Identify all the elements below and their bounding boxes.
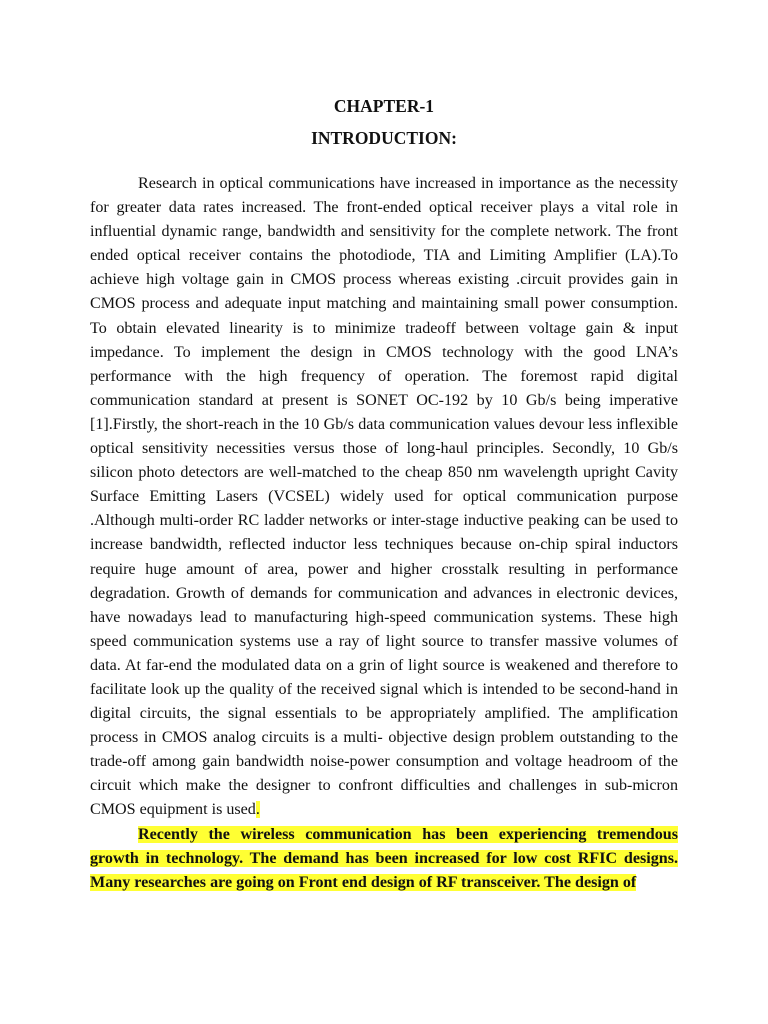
paragraph-1-text: Research in optical communications have increased in importance as the necessity for greater data rates increased. The front-ended optical receiver plays a vital role in influential dynamic range, bandwidth and sensitivity for the complete network. The front ended optical receiver contains the photodiode, TIA and Limiting Amplifier (LA).To achieve high voltage gain in CMOS process whereas existing .circuit provides gain in CMOS process and adequate input matching and maintaining small power consumption. To obtain elevated linearity is to minimize tradeoff between voltage gain & input impedance. To implement the design in CMOS technology with the good LNA’s performance with the high frequency of operation. The foremost rapid digital communication standard at present is SONET OC-192 by 10 Gb/s being imperative [1].Firstly, the short-reach in the 10 Gb/s data communication values devour less inflexible optical sensitivity necessities versus those of long-haul principles. Secondly, 10 Gb/s silicon photo detectors are well-matched to the cheap 850 nm wavelength upright Cavity Surface Emitting Lasers (VCSEL) widely used for optical communication purpose .Although multi-order RC ladder networks or inter-stage inductive peaking can be used to increase bandwidth, reflected inductor less techniques because on-chip spiral inductors require huge amount of area, power and higher crosstalk resulting in performance degradation. Growth of demands for communication and advances in electronic devices, have nowadays lead to manufacturing high-speed communication systems. These high speed communication systems use a ray of light source to transfer massive volumes of data. At far-end the modulated data on a grin of light source is weakened and therefore to facilitate look up the quality of the received signal which is intended to be second-hand in digital circuits, the signal essentials to be appropriately amplified. The amplification process in CMOS analog circuits is a multi- objective design problem outstanding to the trade-off among gain bandwidth noise-power consumption and voltage headroom of the circuit which make the designer to confront difficulties and challenges in sub-micron CMOS equipment is used	[90, 175, 678, 819]
section-title: INTRODUCTION:	[311, 128, 457, 148]
document-page	[90, 90, 678, 895]
highlighted-period: .	[255, 801, 260, 819]
body-paragraph-1	[90, 172, 678, 823]
chapter-heading: CHAPTER-1	[333, 96, 435, 116]
highlighted-paragraph-2-text: Recently the wireless communication has been experiencing tremendous growth in technology. The demand has been increased for low cost RFIC designs. Many researches are going on Front end design of RF transceiver. The design of	[90, 825, 678, 891]
body-paragraph-2	[90, 823, 678, 895]
